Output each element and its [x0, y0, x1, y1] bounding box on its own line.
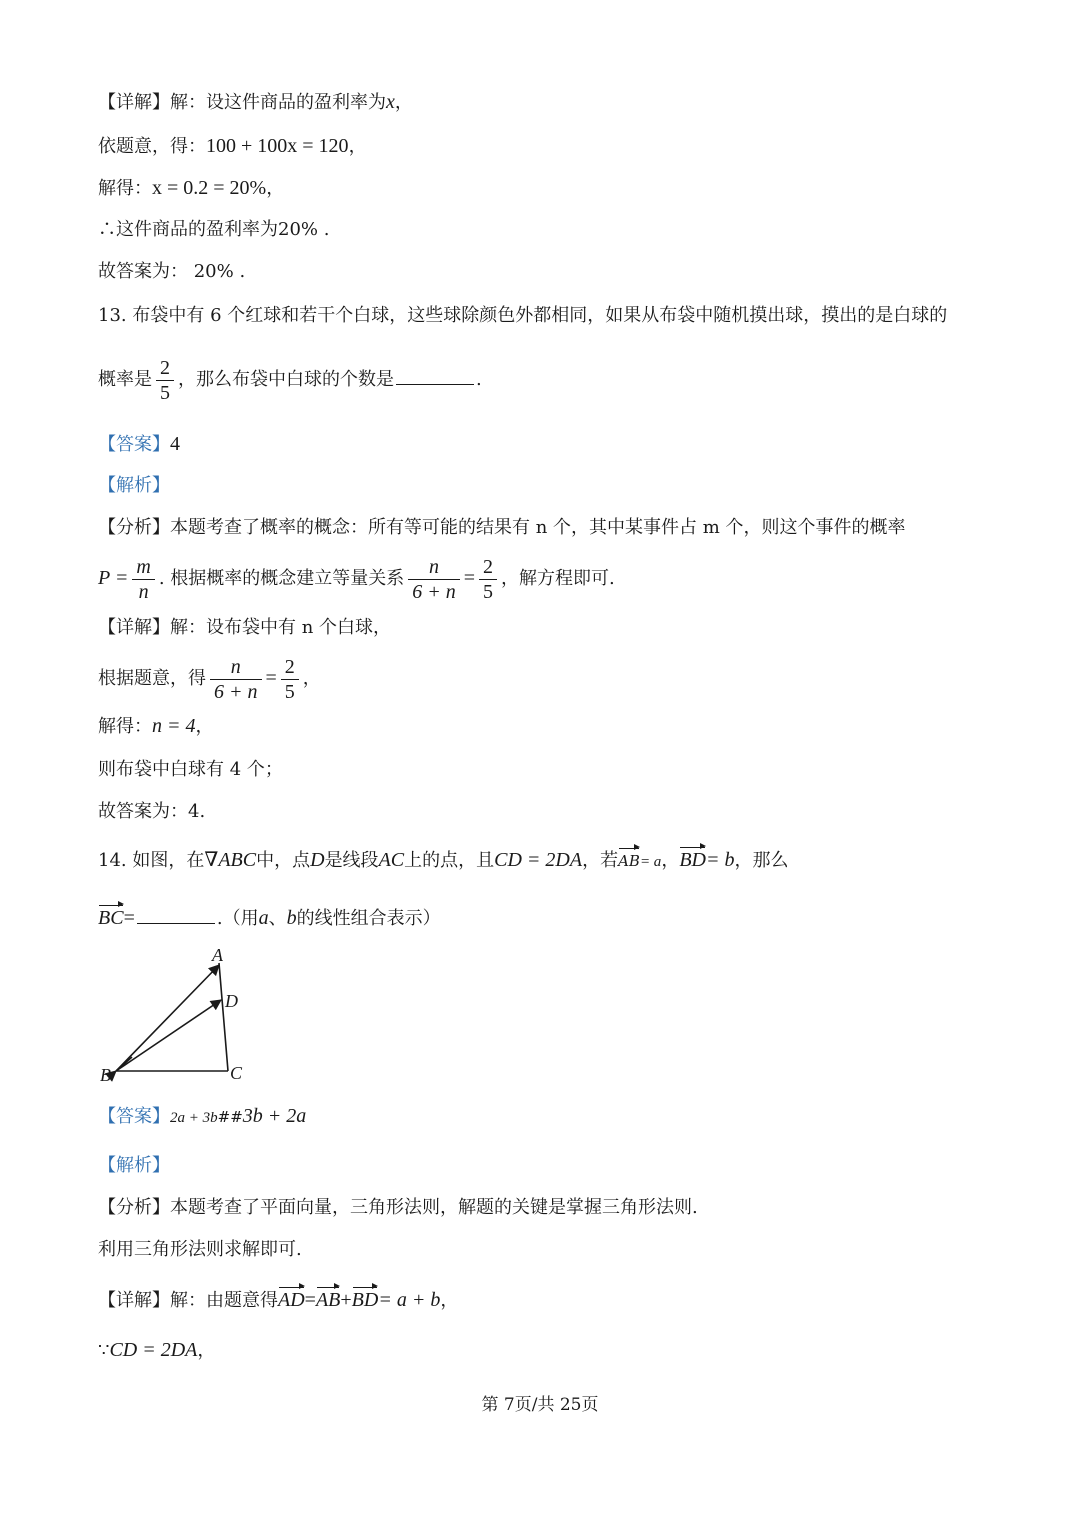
q13-detail-2: 根据题意，得 $\frac{n}{6 + n}$ = $\frac{2}{5}$ ， — [98, 655, 321, 703]
q13-formula-line: P = $\frac{m}{n}$ . 根据概率的概念建立等量关系 $\frac{n}{6 + n}$ = $\frac{2}{5}$ ，解方程即可. — [98, 555, 615, 603]
q13-analysis-tag: 【解析】 — [98, 475, 170, 496]
b-arrow-tail — [116, 1057, 132, 1071]
vector-bd: BD — [679, 846, 706, 874]
detail-line-5: 故答案为： 20% . — [98, 261, 246, 282]
q13-detail-3: 解得：n = 4， — [98, 715, 214, 737]
vector-bc: BC — [98, 904, 124, 932]
q14-because: ∵CD = 2DA， — [98, 1339, 216, 1361]
q13-stem-line-2: 概率是 $\frac{2}{5}$ ，那么布袋中白球的个数是 . — [98, 356, 482, 404]
probability-fraction: $\frac{2}{5}$ — [156, 356, 174, 405]
answer-blank — [137, 905, 215, 924]
q14-answer: 【答案】2a + 3b##3b + 2a — [98, 1105, 307, 1127]
q13-fenxi: 【分析】本题考查了概率的概念：所有等可能的结果有 n 个，其中某事件占 m 个，则这个事件的概率 — [98, 517, 906, 538]
q13-detail: 【详解】解：设布袋中有 n 个白球， — [98, 617, 392, 638]
vector-bd-arrow — [116, 1000, 221, 1071]
label-b: B — [100, 1065, 111, 1085]
triangle-figure — [92, 945, 262, 1090]
detail-line-1: 【详解】解：设这件商品的盈利率为x， — [98, 91, 413, 113]
q13-stem-line-1: 13. 布袋中有 6 个红球和若干个白球，这些球除颜色外都相同，如果从布袋中随机摸出球，摸出的是白球的 — [98, 305, 948, 326]
detail-line-4: ∴这件商品的盈利率为20% . — [98, 219, 330, 240]
q13-detail-4: 则布袋中白球有 4 个； — [98, 759, 283, 780]
q14-stem-line-1: 14. 如图，在∇ABC中，点D是线段AC上的点，且CD = 2DA，若AB= a，BD= b，那么 — [98, 846, 788, 876]
detail-line-2: 依题意，得：100 + 100x = 120， — [98, 135, 367, 157]
q14-analysis-tag: 【解析】 — [98, 1155, 170, 1176]
detail-line-3: 解得：x = 0.2 = 20%， — [98, 177, 285, 199]
q13-answer: 【答案】4 — [98, 433, 180, 455]
q14-fenxi: 【分析】本题考查了平面向量，三角形法则，解题的关键是掌握三角形法则. — [98, 1197, 698, 1218]
page-footer: 第 7页/共 25页 — [481, 1395, 599, 1415]
label-c: C — [230, 1063, 243, 1083]
answer-tag: 【答案】 — [98, 434, 170, 455]
side-ac — [219, 963, 228, 1071]
vector-ba-arrow — [116, 965, 219, 1071]
answer-tag: 【答案】 — [98, 1106, 170, 1127]
answer-blank — [396, 366, 474, 385]
q13-detail-5: 故答案为：4. — [98, 801, 206, 822]
q14-fenxi-2: 利用三角形法则求解即可. — [98, 1239, 302, 1260]
detail-tag: 【详解】 — [98, 92, 170, 113]
vector-ab: AB — [618, 847, 640, 875]
label-a: A — [212, 945, 223, 965]
label-d: D — [225, 991, 238, 1011]
q14-detail: 【详解】解：由题意得AD=AB+BD= a + b， — [98, 1286, 458, 1315]
q14-stem-line-2: BC= .（用a、b的线性组合表示） — [98, 904, 441, 933]
